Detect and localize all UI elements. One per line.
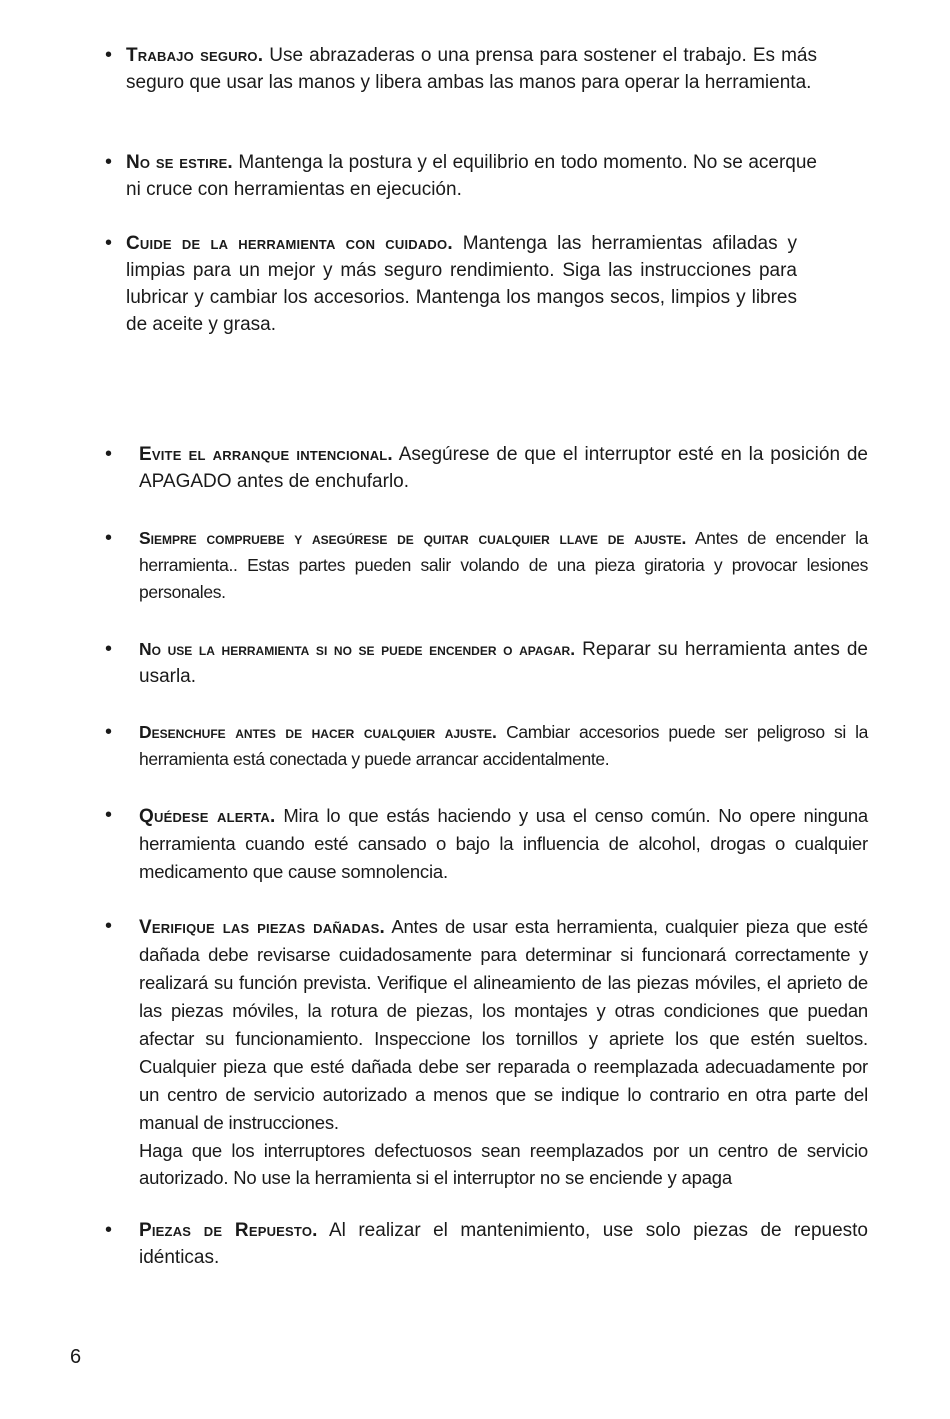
item-text: Al realizar el mantenimiento, use solo piezas de repuesto idénticas.: [139, 1220, 868, 1268]
bullet-icon: •: [105, 443, 113, 465]
safety-item-quitar-llave: [105, 525, 868, 606]
item-text: Reparar su herramienta antes de usarla.: [139, 639, 869, 687]
item-heading: Desenchufe antes de hacer cualquier ajuste.: [139, 722, 497, 742]
safety-item-cuide-herramienta: [105, 230, 797, 338]
item-text: Asegúrese de que el interruptor esté en la posición de APAGADO antes de enchufarlo.: [139, 444, 868, 492]
safety-item-no-use-herramienta: [105, 636, 868, 690]
bullet-icon: •: [105, 151, 113, 173]
bullet-icon: •: [105, 804, 113, 826]
item-text: Antes de usar esta herramienta, cualquier pieza que esté dañada debe revisarse cuidadosamente para determinar si funcionará correctamente y realizará su función prevista. Verifique el alineamiento de las piezas móviles, el aprieto de las piezas móviles, la rotura de piezas, los montajes y otras condiciones que puedan afectar su funcionamiento. Inspeccione los tornillos y apriete los que estén sueltos. Cualquier pieza que esté dañada debe ser reparada o reemplazada adecuadamente por un centro de servicio autorizado a menos que se indique lo contrario en otra parte del manual de instrucciones.: [139, 916, 869, 1133]
bullet-icon: •: [105, 1219, 113, 1241]
bullet-icon: •: [105, 232, 113, 254]
bullet-icon: •: [105, 915, 113, 937]
item-heading: Evite el arranque intencional.: [139, 444, 393, 465]
bullet-icon: •: [105, 638, 113, 660]
item-text: Mantenga la postura y el equilibrio en todo momento. No se acerque ni cruce con herramientas en ejecución.: [126, 152, 817, 200]
safety-item-no-se-estire: [105, 149, 817, 203]
item-heading: Piezas de Repuesto.: [139, 1220, 318, 1241]
bullet-icon: •: [105, 44, 113, 66]
safety-item-quedese-alerta: [105, 802, 868, 886]
item-text: Cambiar accesorios puede ser peligroso si la herramienta está conectada y puede arrancar accidentalmente.: [139, 722, 868, 769]
item-heading: Cuide de la herramienta con cuidado.: [126, 233, 453, 254]
item-heading: No se estire.: [126, 152, 233, 173]
safety-item-evite-arranque: [105, 441, 868, 495]
item-heading: Verifique las piezas dañadas.: [139, 917, 386, 938]
item-text: Antes de encender la herramienta.. Estas partes pueden salir volando de una pieza giratoria y provocar lesiones personales.: [139, 528, 868, 602]
safety-item-piezas-danadas: [105, 913, 868, 1191]
safety-item-trabajo-seguro: [105, 42, 817, 96]
bullet-icon: •: [105, 721, 113, 743]
item-heading: Siempre compruebe y asegúrese de quitar cualquier llave de ajuste.: [139, 528, 687, 548]
safety-item-piezas-repuesto: [105, 1217, 868, 1271]
item-heading: No use la herramienta si no se puede encender o apagar.: [139, 639, 576, 659]
item-text: Mantenga las herramientas afiladas y limpias para un mejor y más seguro rendimiento. Siga las instrucciones para lubricar y cambiar los accesorios. Mantenga los mangos secos, limpios y libres de aceite y grasa.: [126, 233, 797, 335]
bullet-icon: •: [105, 527, 113, 549]
item-heading: Trabajo seguro.: [126, 45, 264, 66]
item-text: Use abrazaderas o una prensa para sostener el trabajo. Es más seguro que usar las manos y libera ambas las manos para operar la herramienta.: [126, 45, 817, 93]
item-heading: Quédese alerta.: [139, 806, 276, 827]
safety-item-desenchufe: [105, 719, 868, 773]
item-text: Mira lo que estás haciendo y usa el censo común. No opere ninguna herramienta cuando esté cansado o bajo la influencia de alcohol, drogas o cualquier medicamento que cause somnolencia.: [139, 805, 868, 882]
item-text-continued: Haga que los interruptores defectuosos sean reemplazados por un centro de servicio autorizado. No use la herramienta si el interruptor no se enciende y apaga: [139, 1140, 868, 1188]
page-number: 6: [70, 1346, 82, 1368]
